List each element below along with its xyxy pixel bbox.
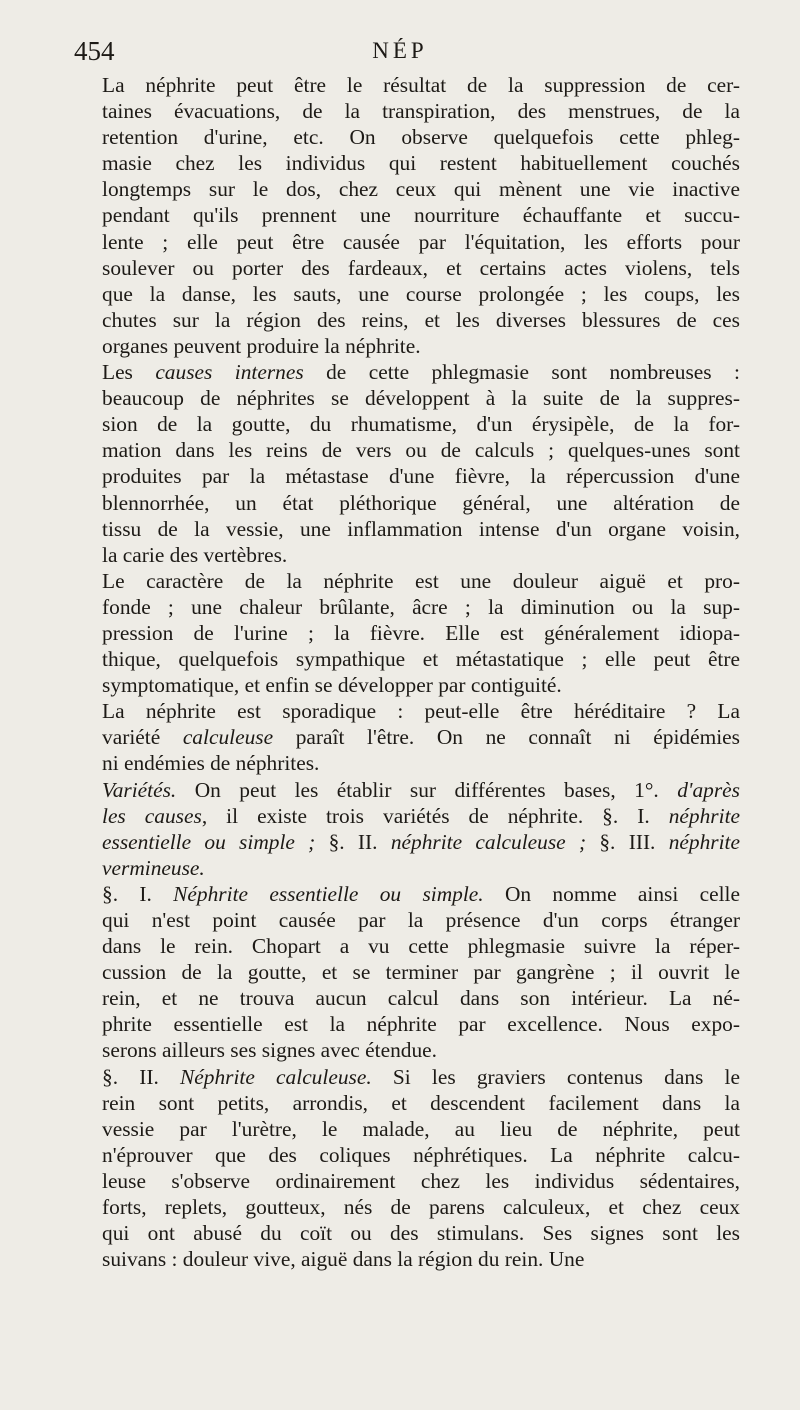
text-run: que la danse, les sauts, une course prolongée ; les coups, les	[102, 281, 740, 306]
text-line	[74, 1220, 740, 1246]
text-line	[74, 176, 740, 202]
text-run: cussion de la goutte, et se terminer par gangrène ; il ouvrit le	[102, 960, 740, 985]
italic-text: néphrite	[668, 829, 740, 854]
text-run: Le caractère de la néphrite est une douleur aiguë et pro-	[102, 568, 740, 593]
italic-text: causes internes	[155, 360, 304, 385]
text-line	[74, 724, 740, 750]
text-line	[74, 281, 740, 307]
running-head: NÉP	[372, 38, 428, 63]
text-line	[74, 385, 740, 411]
text-line	[74, 359, 740, 385]
text-line	[74, 1194, 740, 1220]
text-run: mation dans les reins de vers ou de calculs ; quelques-unes sont	[102, 438, 740, 463]
text-run: On nomme ainsi celle	[483, 881, 740, 906]
text-line	[74, 1246, 740, 1272]
text-line	[74, 907, 740, 933]
text-line	[74, 646, 740, 672]
text-run: thique, quelquefois sympathique et métastatique ; elle peut être	[102, 647, 740, 672]
text-run: suivans : douleur vive, aiguë dans la région du rein. Une	[102, 1247, 585, 1272]
text-line	[74, 1116, 740, 1142]
text-line	[74, 672, 740, 698]
text-run: phrite essentielle est la néphrite par excellence. Nous expo-	[102, 1012, 740, 1037]
text-line	[74, 620, 740, 646]
text-line	[74, 881, 740, 907]
text-run: masie chez les individus qui restent habituellement couchés	[102, 151, 740, 176]
text-line	[74, 333, 740, 359]
text-run: produites par la métastase d'une fièvre, la répercussion d'une	[102, 464, 740, 489]
text-line	[74, 568, 740, 594]
text-run: de cette phlegmasie sont nombreuses :	[303, 360, 740, 385]
paragraph	[74, 881, 740, 1064]
text-run: Les	[102, 360, 156, 385]
text-run: qui ont abusé du coït ou des stimulans. Ses signes sont les	[102, 1221, 740, 1246]
text-line	[74, 516, 740, 542]
text-run: blennorrhée, un état pléthorique général, une altération de	[102, 490, 740, 515]
text-line	[74, 98, 740, 124]
text-line	[74, 803, 740, 829]
text-line	[74, 150, 740, 176]
paragraph	[74, 72, 740, 359]
paragraph	[74, 1064, 740, 1273]
text-run: tissu de la vessie, une inflammation intense d'un organe voisin,	[102, 516, 740, 541]
text-run: variété	[102, 725, 183, 750]
text-run: serons ailleurs ses signes avec étendue.	[102, 1038, 438, 1063]
text-line	[74, 829, 740, 855]
text-line	[74, 437, 740, 463]
text-line	[74, 463, 740, 489]
text-line	[74, 202, 740, 228]
text-run: n'éprouver que des coliques néphrétiques. La néphrite calcu-	[102, 1142, 740, 1167]
text-run: qui n'est point causée par la présence d'un corps étranger	[102, 908, 740, 932]
text-run: §. I.	[102, 881, 174, 906]
text-run: symptomatique, et enfin se développer par contiguité.	[102, 673, 562, 698]
text-line	[74, 1064, 740, 1090]
text-run: longtemps sur le dos, chez ceux qui mènent une vie inactive	[102, 177, 740, 202]
text-line	[74, 985, 740, 1011]
text-run: soulever ou porter des fardeaux, et certains actes violens, tels	[102, 255, 740, 280]
text-run: dans le rein. Chopart a vu cette phlegmasie suivre la réper-	[102, 934, 740, 959]
body-text	[74, 72, 740, 1272]
text-run: leuse s'observe ordinairement chez les individus sédentaires,	[102, 1168, 740, 1193]
text-line	[74, 124, 740, 150]
text-line	[74, 229, 740, 255]
text-line	[74, 933, 740, 959]
text-run: vessie par l'urètre, le malade, au lieu de néphrite, peut	[102, 1116, 740, 1141]
text-line	[74, 1090, 740, 1116]
page-number: 454	[74, 36, 115, 66]
text-run: pression de l'urine ; la fièvre. Elle est généralement idiopa-	[102, 620, 740, 645]
text-run: La néphrite est sporadique : peut-elle être héréditaire ? La	[102, 699, 740, 724]
text-line	[74, 1011, 740, 1037]
text-run: organes peuvent produire la néphrite.	[102, 333, 421, 358]
text-line	[74, 750, 740, 776]
text-line	[74, 777, 740, 803]
text-line	[74, 72, 740, 98]
text-line	[74, 1142, 740, 1168]
text-run: paraît l'être. On ne connaît ni épidémies	[273, 725, 740, 750]
text-run: sion de la goutte, du rhumatisme, d'un érysipèle, de la for-	[102, 412, 740, 437]
text-run: , il existe trois variétés de néphrite. §. I.	[201, 803, 669, 828]
italic-text: calculeuse	[182, 725, 274, 750]
text-run: pendant qu'ils prennent une nourriture échauffante et succu-	[102, 203, 740, 228]
italic-text: néphrite calculeuse ;	[390, 829, 587, 854]
text-run: La néphrite peut être le résultat de la suppression de cer-	[102, 73, 740, 97]
text-line	[74, 594, 740, 620]
text-run: la carie des vertèbres.	[102, 542, 288, 567]
text-run: beaucoup de néphrites se développent à la suite de la suppres-	[102, 386, 740, 411]
text-run: §. II.	[102, 1064, 181, 1089]
text-line	[74, 855, 740, 881]
text-run: forts, replets, goutteux, nés de parens calculeux, et chez ceux	[102, 1195, 740, 1220]
text-run: rein, et ne trouva aucun calcul dans son intérieur. La né-	[102, 986, 740, 1011]
italic-text: d'après	[677, 777, 740, 802]
text-run: ni endémies de néphrites.	[102, 751, 320, 776]
paragraph	[74, 359, 740, 568]
text-run: §. II.	[315, 829, 391, 854]
text-line	[74, 255, 740, 281]
text-run: chutes sur la région des reins, et les diverses blessures de ces	[102, 307, 740, 332]
text-line	[74, 542, 740, 568]
italic-text: les causes	[102, 803, 202, 828]
italic-text: vermineuse.	[102, 855, 205, 880]
italic-text: néphrite	[668, 803, 741, 828]
paragraph	[74, 568, 740, 698]
text-run: On peut les établir sur différentes bases, 1°.	[176, 777, 678, 802]
paragraph	[74, 698, 740, 776]
text-run: retention d'urine, etc. On observe quelquefois cette phleg-	[102, 125, 740, 150]
text-line	[74, 307, 740, 333]
paragraph	[74, 777, 740, 881]
text-run: fonde ; une chaleur brûlante, âcre ; la diminution ou la sup-	[102, 594, 740, 619]
text-run: rein sont petits, arrondis, et descendent facilement dans la	[102, 1090, 740, 1115]
italic-text: Néphrite essentielle ou simple.	[173, 881, 484, 906]
text-run: §. III.	[586, 829, 669, 854]
text-run: taines évacuations, de la transpiration, des menstrues, de la	[102, 99, 740, 124]
text-run: lente ; elle peut être causée par l'équitation, les efforts pour	[102, 229, 740, 254]
text-line	[74, 698, 740, 724]
text-run: Si les graviers contenus dans le	[371, 1064, 740, 1089]
text-line	[74, 411, 740, 437]
italic-text: essentielle ou simple ;	[102, 829, 316, 854]
text-line	[74, 959, 740, 985]
text-line	[74, 490, 740, 516]
text-line	[74, 1037, 740, 1063]
text-line	[74, 1168, 740, 1194]
italic-text: Néphrite calculeuse.	[180, 1064, 372, 1089]
italic-text: Variétés.	[102, 777, 177, 802]
